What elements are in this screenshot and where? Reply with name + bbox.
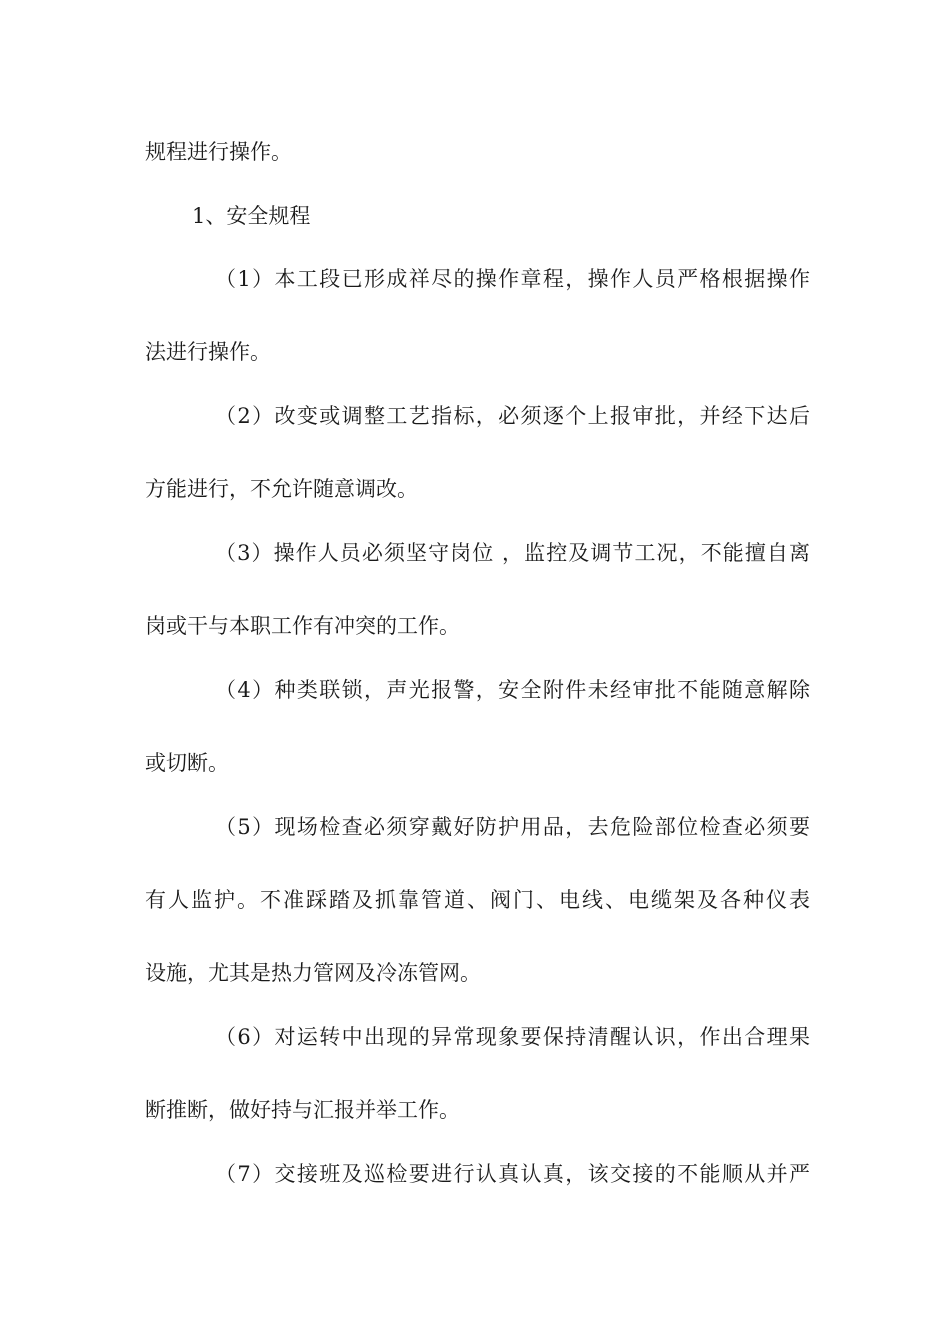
text-line-14: （6）对运转中出现的异常现象要保持清醒认识，作出合理果	[215, 1025, 810, 1049]
text-line-1: 规程进行操作。	[145, 140, 292, 164]
text-line-15: 断推断，做好持与汇报并举工作。	[145, 1098, 460, 1122]
text-line-9: （4）种类联锁，声光报警，安全附件未经审批不能随意解除	[215, 678, 810, 702]
text-line-6: 方能进行，不允许随意调改。	[145, 477, 418, 501]
text-line-5: （2）改变或调整工艺指标，必须逐个上报审批，并经下达后	[215, 404, 810, 428]
text-line-12: 有人监护。不准踩踏及抓靠管道、阀门、电线、电缆架及各种仪表	[145, 888, 810, 912]
text-line-11: （5）现场检查必须穿戴好防护用品，去危险部位检查必须要	[215, 815, 810, 839]
text-line-7: （3）操作人员必须坚守岗位 ，监控及调节工况，不能擅自离	[215, 541, 810, 565]
text-line-4: 法进行操作。	[145, 340, 271, 364]
text-line-10: 或切断。	[145, 751, 229, 775]
section-heading: 1、安全规程	[192, 204, 311, 228]
text-line-8: 岗或干与本职工作有冲突的工作。	[145, 614, 460, 638]
text-line-16: （7）交接班及巡检要进行认真认真，该交接的不能顺从并严	[215, 1162, 810, 1186]
text-line-3: （1）本工段已形成祥尽的操作章程，操作人员严格根据操作	[215, 267, 810, 291]
text-line-13: 设施，尤其是热力管网及冷冻管网。	[145, 961, 481, 985]
